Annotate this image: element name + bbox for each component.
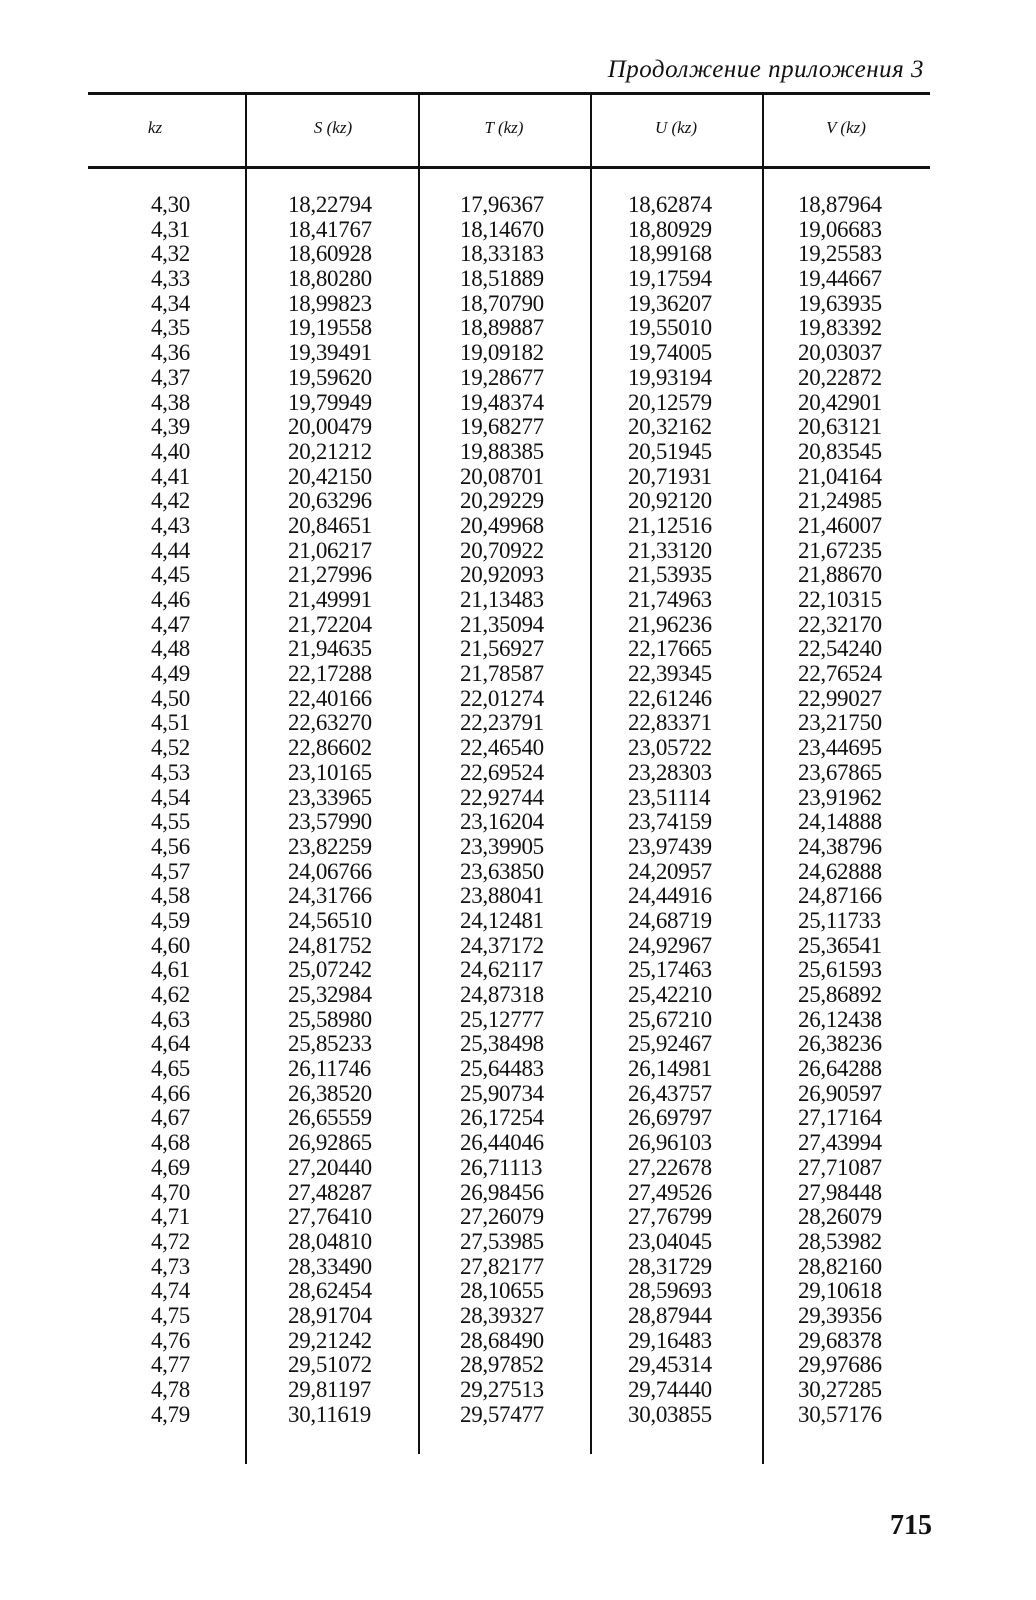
table-cell: 4,31 xyxy=(150,216,190,242)
table-cell: 22,76524 xyxy=(798,661,882,687)
column-header-s: S (kz) xyxy=(313,118,353,137)
table-cell: 27,22678 xyxy=(628,1154,712,1180)
table-cell: 26,65559 xyxy=(288,1105,372,1131)
table-cell: 18,33183 xyxy=(460,241,544,267)
table-cell: 26,12438 xyxy=(798,1006,882,1032)
table-cell: 24,81752 xyxy=(288,932,372,958)
table-cell: 29,81197 xyxy=(288,1377,371,1402)
table-cell: 4,36 xyxy=(150,340,190,366)
table-cell: 20,21212 xyxy=(288,438,372,464)
table-header-rule xyxy=(88,166,930,169)
table-cell: 4,67 xyxy=(150,1105,190,1131)
table-cell: 4,41 xyxy=(150,463,190,489)
table-cell: 25,17463 xyxy=(628,957,712,983)
table-cell: 29,74440 xyxy=(628,1377,712,1402)
table-cell: 18,51889 xyxy=(460,266,544,292)
table-cell: 22,17665 xyxy=(628,636,712,662)
table-cell: 28,59693 xyxy=(628,1278,712,1304)
table-cell: 25,64483 xyxy=(460,1056,544,1082)
table-cell: 21,53935 xyxy=(628,562,712,588)
table-cell: 24,68719 xyxy=(628,907,712,933)
table-cell: 23,28303 xyxy=(628,759,712,785)
table-cell: 24,44916 xyxy=(628,883,712,909)
table-cell: 4,73 xyxy=(150,1253,190,1279)
table-cell: 26,38236 xyxy=(798,1031,882,1057)
table-cell: 22,10315 xyxy=(798,587,882,612)
table-cell: 22,01274 xyxy=(460,685,544,711)
table-cell: 23,16204 xyxy=(460,809,544,835)
table-cell: 28,68490 xyxy=(460,1327,544,1353)
table-cell: 19,83392 xyxy=(798,315,882,341)
table-cell: 23,21750 xyxy=(798,710,882,736)
table-cell: 24,87166 xyxy=(798,883,882,909)
table-cell: 19,39491 xyxy=(288,340,372,366)
table-cell: 4,78 xyxy=(150,1377,190,1402)
table-cell: 4,60 xyxy=(150,932,190,958)
table-cell: 25,36541 xyxy=(798,932,882,958)
table-cell: 29,97686 xyxy=(798,1352,882,1378)
table-cell: 18,60928 xyxy=(288,241,372,267)
column-divider-2 xyxy=(418,92,420,1454)
table-cell: 4,44 xyxy=(150,537,190,563)
table-cell: 28,87944 xyxy=(628,1302,712,1328)
table-cell: 26,98456 xyxy=(460,1179,544,1205)
table-cell: 27,76410 xyxy=(288,1204,372,1230)
table-cell: 19,55010 xyxy=(628,315,712,341)
table-cell: 21,94635 xyxy=(288,636,372,662)
table-cell: 20,49968 xyxy=(460,512,544,538)
table-cell: 19,44667 xyxy=(798,266,882,292)
table-cell: 23,63850 xyxy=(460,858,544,884)
table-cell: 28,04810 xyxy=(288,1228,372,1254)
table-cell: 28,53982 xyxy=(798,1228,882,1254)
table-cell: 23,57990 xyxy=(288,809,372,835)
table-cell: 27,71087 xyxy=(798,1154,882,1180)
page-number: 715 xyxy=(890,1510,932,1541)
table-cell: 4,38 xyxy=(150,389,190,415)
column-divider-4 xyxy=(762,92,764,1464)
table-cell: 29,57477 xyxy=(460,1401,544,1427)
table-cell: 19,06683 xyxy=(798,216,882,242)
table-cell: 23,10165 xyxy=(288,759,372,785)
table-cell: 28,97852 xyxy=(460,1352,544,1378)
table-cell: 20,71931 xyxy=(628,463,712,489)
table-cell: 21,88670 xyxy=(798,562,882,588)
column-s xyxy=(288,193,372,1427)
table-cell: 21,78587 xyxy=(460,661,544,687)
column-header-t: T (kz) xyxy=(484,118,524,137)
table-cell: 27,17164 xyxy=(798,1105,882,1131)
table-cell: 26,11746 xyxy=(288,1056,371,1082)
column-kz xyxy=(151,193,190,1427)
table-cell: 19,74005 xyxy=(628,340,712,366)
table-cell: 29,21242 xyxy=(288,1327,372,1353)
column-v xyxy=(798,193,882,1427)
table-cell: 23,33965 xyxy=(288,784,372,810)
table-cell: 4,49 xyxy=(150,661,190,687)
table-cell: 28,31729 xyxy=(628,1253,712,1279)
table-cell: 25,86892 xyxy=(798,982,882,1007)
table-cell: 30,27285 xyxy=(798,1377,882,1402)
table-cell: 26,38520 xyxy=(288,1080,372,1106)
table-cell: 29,27513 xyxy=(460,1377,544,1402)
table-cell: 22,61246 xyxy=(628,685,712,711)
column-u xyxy=(628,193,712,1427)
table-cell: 20,03037 xyxy=(798,340,882,366)
table-cell: 4,74 xyxy=(150,1278,190,1304)
table-cell: 18,22794 xyxy=(288,192,372,217)
table-cell: 22,17288 xyxy=(288,661,372,687)
table-cell: 23,97439 xyxy=(628,833,712,859)
table-cell: 30,03855 xyxy=(628,1401,712,1427)
table-cell: 19,88385 xyxy=(460,438,544,464)
table-cell: 29,39356 xyxy=(798,1302,882,1328)
table-cell: 4,59 xyxy=(150,907,190,933)
table-cell: 21,13483 xyxy=(460,587,544,612)
table-cell: 27,76799 xyxy=(628,1204,712,1230)
table-cell: 20,22872 xyxy=(798,364,882,390)
table-cell: 20,32162 xyxy=(628,414,712,440)
table-cell: 29,45314 xyxy=(628,1352,712,1378)
table-cell: 20,08701 xyxy=(460,463,544,489)
table-cell: 4,58 xyxy=(150,883,190,909)
table-cell: 17,96367 xyxy=(460,192,544,217)
table-cell: 4,66 xyxy=(150,1080,190,1106)
table-cell: 4,52 xyxy=(150,735,190,761)
table-cell: 20,92120 xyxy=(628,488,712,514)
table-cell: 19,17594 xyxy=(628,266,712,292)
table-cell: 27,53985 xyxy=(460,1228,544,1254)
table-cell: 26,17254 xyxy=(460,1105,544,1131)
table-cell: 27,82177 xyxy=(460,1253,544,1279)
table-cell: 4,61 xyxy=(150,957,190,983)
table-cell: 27,26079 xyxy=(460,1204,544,1230)
table-cell: 4,55 xyxy=(150,809,190,835)
table-cell: 4,42 xyxy=(150,488,190,514)
table-cell: 21,49991 xyxy=(288,587,372,612)
table-cell: 24,62888 xyxy=(798,858,882,884)
table-cell: 23,88041 xyxy=(460,883,544,909)
table-cell: 24,06766 xyxy=(288,858,372,884)
table-cell: 21,04164 xyxy=(798,463,882,489)
table-cell: 24,87318 xyxy=(460,982,544,1007)
table-cell: 25,61593 xyxy=(798,957,882,983)
column-t xyxy=(460,193,544,1427)
table-cell: 25,67210 xyxy=(628,1006,712,1032)
table-cell: 18,87964 xyxy=(798,192,882,217)
table-cell: 25,32984 xyxy=(288,982,372,1007)
table-cell: 4,69 xyxy=(150,1154,190,1180)
table-cell: 20,51945 xyxy=(628,438,712,464)
table-cell: 18,80929 xyxy=(628,216,712,242)
table-cell: 26,69797 xyxy=(628,1105,712,1131)
table-cell: 23,04045 xyxy=(628,1228,712,1254)
table-cell: 4,71 xyxy=(150,1204,190,1230)
table-cell: 20,83545 xyxy=(798,438,882,464)
table-cell: 20,70922 xyxy=(460,537,544,563)
table-cell: 29,10618 xyxy=(798,1278,882,1304)
table-cell: 4,35 xyxy=(150,315,190,341)
table-cell: 24,31766 xyxy=(288,883,372,909)
table-cell: 23,05722 xyxy=(628,735,712,761)
table-cell: 18,70790 xyxy=(460,290,544,316)
table-cell: 18,99823 xyxy=(288,290,372,316)
table-cell: 29,51072 xyxy=(288,1352,372,1378)
table-cell: 19,63935 xyxy=(798,290,882,316)
table-cell: 22,39345 xyxy=(628,661,712,687)
table-cell: 4,56 xyxy=(150,833,190,859)
table-cell: 4,70 xyxy=(150,1179,190,1205)
table-cell: 20,42150 xyxy=(288,463,372,489)
table-cell: 4,65 xyxy=(150,1056,190,1082)
column-header-v: V (kz) xyxy=(826,118,866,137)
table-cell: 4,64 xyxy=(150,1031,190,1057)
table-cell: 22,86602 xyxy=(288,735,372,761)
table-cell: 28,33490 xyxy=(288,1253,372,1279)
table-cell: 20,00479 xyxy=(288,414,372,440)
table-cell: 24,92967 xyxy=(628,932,712,958)
table-cell: 18,89887 xyxy=(460,315,544,341)
table-cell: 20,92093 xyxy=(460,562,544,588)
table-cell: 22,23791 xyxy=(460,710,544,736)
table-cell: 4,43 xyxy=(150,512,190,538)
table-cell: 26,14981 xyxy=(628,1056,712,1082)
table-cell: 22,69524 xyxy=(460,759,544,785)
table-cell: 19,36207 xyxy=(628,290,712,316)
table-cell: 26,43757 xyxy=(628,1080,712,1106)
table-cell: 28,91704 xyxy=(288,1302,372,1328)
table-cell: 24,20957 xyxy=(628,858,712,884)
table-cell: 4,39 xyxy=(150,414,190,440)
table-cell: 27,43994 xyxy=(798,1130,882,1156)
table-cell: 18,99168 xyxy=(628,241,712,267)
table-cell: 21,35094 xyxy=(460,611,544,637)
table-cell: 26,64288 xyxy=(798,1056,882,1082)
table-cell: 26,71113 xyxy=(460,1154,543,1180)
table-cell: 25,07242 xyxy=(288,957,372,983)
table-cell: 23,44695 xyxy=(798,735,882,761)
column-divider-1 xyxy=(245,92,247,1464)
table-cell: 4,62 xyxy=(150,982,190,1007)
table-cell: 18,62874 xyxy=(628,192,712,217)
column-header-u: U (kz) xyxy=(654,118,698,137)
table-cell: 4,68 xyxy=(150,1130,190,1156)
table-cell: 24,62117 xyxy=(460,957,543,983)
table-cell: 22,40166 xyxy=(288,685,372,711)
table-cell: 21,56927 xyxy=(460,636,544,662)
table-cell: 21,33120 xyxy=(628,537,712,563)
table-caption: Продолжение приложения 3 xyxy=(607,56,924,83)
table-cell: 25,58980 xyxy=(288,1006,372,1032)
table-cell: 4,46 xyxy=(150,587,190,612)
table-cell: 19,28677 xyxy=(460,364,544,390)
table-cell: 30,11619 xyxy=(288,1401,371,1427)
table-cell: 25,92467 xyxy=(628,1031,712,1057)
table-cell: 19,59620 xyxy=(288,364,372,390)
table-cell: 19,68277 xyxy=(460,414,544,440)
table-cell: 4,50 xyxy=(150,685,190,711)
table-cell: 18,80280 xyxy=(288,266,372,292)
table-cell: 25,90734 xyxy=(460,1080,544,1106)
table-cell: 21,24985 xyxy=(798,488,882,514)
table-cell: 29,16483 xyxy=(628,1327,712,1353)
table-cell: 19,79949 xyxy=(288,389,372,415)
table-cell: 25,42210 xyxy=(628,982,712,1007)
table-cell: 20,63121 xyxy=(798,414,882,440)
table-cell: 24,12481 xyxy=(460,907,544,933)
table-cell: 21,96236 xyxy=(628,611,712,637)
table-cell: 28,10655 xyxy=(460,1278,544,1304)
table-cell: 4,76 xyxy=(150,1327,190,1353)
table-cell: 22,83371 xyxy=(628,710,712,736)
table-cell: 4,72 xyxy=(150,1228,190,1254)
table-cell: 21,12516 xyxy=(628,512,712,538)
table-cell: 4,63 xyxy=(150,1006,190,1032)
table-cell: 28,82160 xyxy=(798,1253,882,1279)
table-cell: 25,85233 xyxy=(288,1031,372,1057)
table-cell: 24,56510 xyxy=(288,907,372,933)
table-cell: 4,77 xyxy=(150,1352,190,1378)
table-cell: 26,92865 xyxy=(288,1130,372,1156)
table-cell: 4,45 xyxy=(150,562,190,588)
table-cell: 4,48 xyxy=(150,636,190,662)
table-cell: 19,93194 xyxy=(628,364,712,390)
table-cell: 18,41767 xyxy=(288,216,372,242)
table-cell: 26,90597 xyxy=(798,1080,882,1106)
table-cell: 28,39327 xyxy=(460,1302,544,1328)
table-cell: 18,14670 xyxy=(460,216,544,242)
table-cell: 4,79 xyxy=(150,1401,190,1427)
table-cell: 27,49526 xyxy=(628,1179,712,1205)
table-cell: 26,44046 xyxy=(460,1130,544,1156)
table-cell: 25,11733 xyxy=(798,907,881,933)
table-cell: 21,67235 xyxy=(798,537,882,563)
table-cell: 4,30 xyxy=(150,192,190,217)
table-cell: 20,42901 xyxy=(798,389,882,415)
table-cell: 23,67865 xyxy=(798,759,882,785)
table-cell: 20,63296 xyxy=(288,488,372,514)
table-cell: 4,33 xyxy=(150,266,190,292)
table-cell: 4,37 xyxy=(150,364,190,390)
table-cell: 22,46540 xyxy=(460,735,544,761)
table-cell: 4,40 xyxy=(150,438,190,464)
table-cell: 4,57 xyxy=(150,858,190,884)
table-cell: 21,72204 xyxy=(288,611,372,637)
table-cell: 19,48374 xyxy=(460,389,544,415)
table-cell: 23,51114 xyxy=(628,784,711,810)
table-cell: 22,54240 xyxy=(798,636,882,662)
table-top-rule xyxy=(88,92,930,95)
column-divider-3 xyxy=(590,92,592,1454)
table-cell: 19,09182 xyxy=(460,340,544,366)
table-cell: 21,27996 xyxy=(288,562,372,588)
table-cell: 29,68378 xyxy=(798,1327,882,1353)
table-cell: 21,74963 xyxy=(628,587,712,612)
table-cell: 23,74159 xyxy=(628,809,712,835)
table-cell: 4,54 xyxy=(150,784,190,810)
table-cell: 22,99027 xyxy=(798,685,882,711)
table-cell: 22,32170 xyxy=(798,611,882,637)
table-cell: 23,82259 xyxy=(288,833,372,859)
table-cell: 27,20440 xyxy=(288,1154,372,1180)
table-cell: 19,19558 xyxy=(288,315,372,341)
table-cell: 4,75 xyxy=(150,1302,190,1328)
table-cell: 20,84651 xyxy=(288,512,372,538)
table-cell: 4,32 xyxy=(150,241,190,267)
table-cell: 26,96103 xyxy=(628,1130,712,1156)
table-cell: 19,25583 xyxy=(798,241,882,267)
table-cell: 22,92744 xyxy=(460,784,544,810)
table-cell: 21,46007 xyxy=(798,512,882,538)
table-cell: 4,47 xyxy=(150,611,190,637)
table-cell: 24,38796 xyxy=(798,833,882,859)
table-cell: 23,39905 xyxy=(460,833,544,859)
table-cell: 25,38498 xyxy=(460,1031,544,1057)
table-cell: 28,62454 xyxy=(288,1278,372,1304)
table-cell: 4,53 xyxy=(150,759,190,785)
table-cell: 24,14888 xyxy=(798,809,882,835)
table-cell: 27,98448 xyxy=(798,1179,882,1205)
table-cell: 4,51 xyxy=(150,710,190,736)
column-header-kz: kz xyxy=(147,118,163,137)
table-cell: 30,57176 xyxy=(798,1401,882,1427)
table-cell: 21,06217 xyxy=(288,537,372,563)
table-cell: 24,37172 xyxy=(460,932,544,958)
table-cell: 28,26079 xyxy=(798,1204,882,1230)
table-cell: 20,12579 xyxy=(628,389,712,415)
table-cell: 20,29229 xyxy=(460,488,544,514)
table-cell: 22,63270 xyxy=(288,710,372,736)
table-cell: 25,12777 xyxy=(460,1006,544,1032)
table-cell: 4,34 xyxy=(150,290,190,316)
table-cell: 27,48287 xyxy=(288,1179,372,1205)
table-cell: 23,91962 xyxy=(798,784,882,810)
